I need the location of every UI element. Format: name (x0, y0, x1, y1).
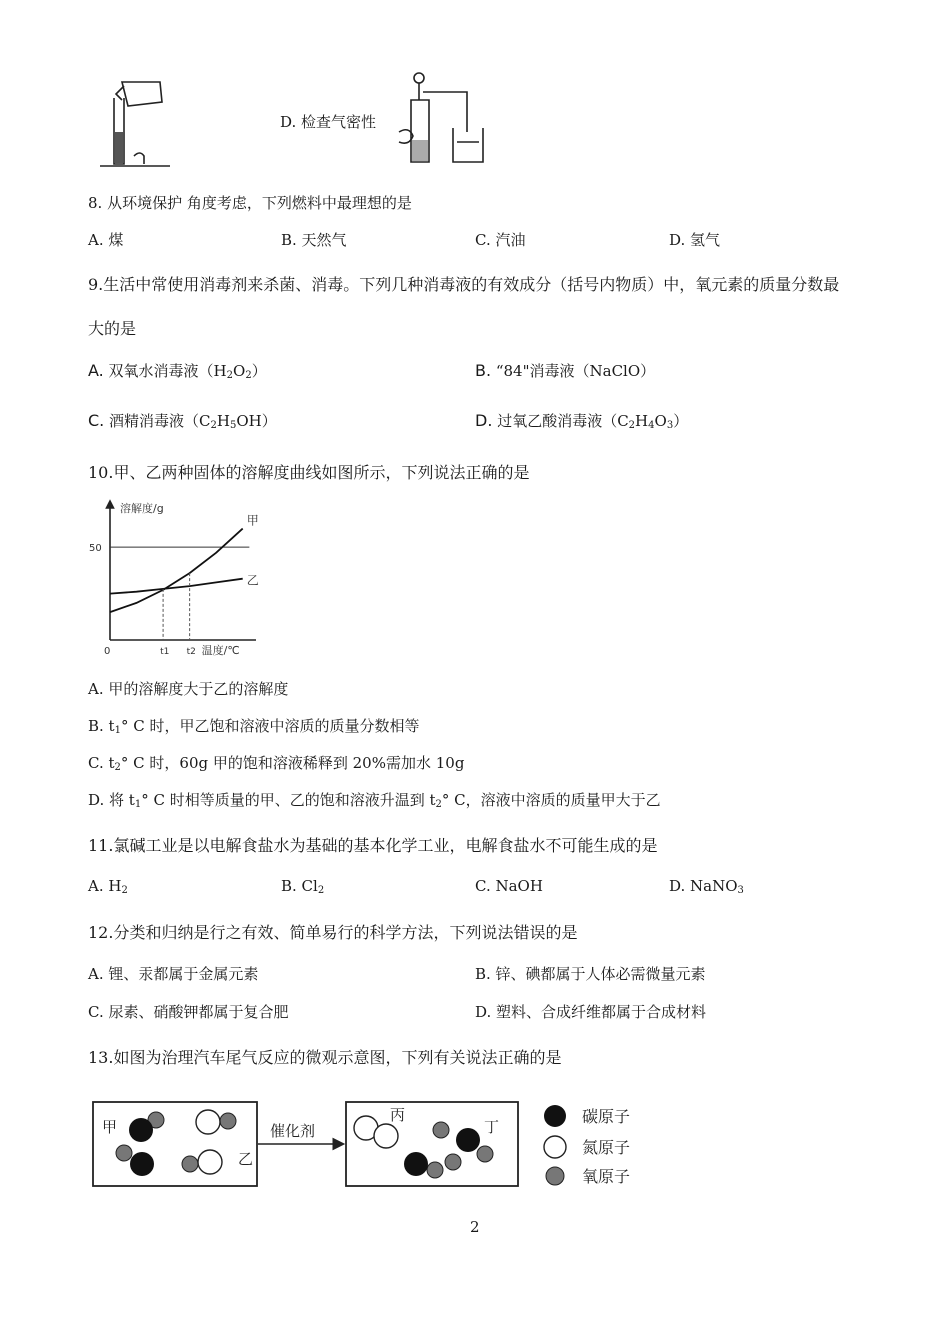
reaction-micro-diagram (90, 1098, 650, 1192)
page-number: 2 (470, 1218, 480, 1236)
q10-c-sub: 2 (114, 762, 121, 773)
series-line-jia (110, 529, 243, 613)
q11-c-pre: C. NaOH (475, 877, 543, 895)
label-ding: 丁 (484, 1118, 500, 1136)
q9-d-mid2: O (654, 412, 667, 430)
q9-stem-line1: 9.生活中常使用消毒剂来杀菌、消毒。下列几种消毒液的有效成分（括号内物质）中，氧元素的质量分数最 (88, 275, 840, 294)
legend-oxygen-label: 氧原子 (582, 1167, 631, 1186)
label-bing: 丙 (390, 1106, 406, 1124)
q8-option-a: A. 煤 (88, 231, 124, 249)
q12-option-d: D. 塑料、合成纤维都属于合成材料 (475, 1003, 707, 1021)
q9-c-sub2: 5 (230, 420, 237, 431)
q9-c-sub1: 2 (210, 420, 217, 431)
q10-option-a: A. 甲的溶解度大于乙的溶解度 (88, 680, 289, 698)
q11-option-d (669, 877, 744, 896)
molecule-co-2 (116, 1145, 154, 1176)
q9-option-a-text: 双氧水消毒液（H (108, 362, 227, 380)
q11-a-sub: 2 (121, 885, 128, 896)
label-jia: 甲 (102, 1118, 118, 1136)
x-tick-label-t1: t1 (160, 647, 170, 657)
q9-option-b-label: B. (475, 361, 492, 380)
y-axis-label: 溶解度/g (120, 502, 164, 515)
q10-b-post: ° C 时，甲乙饱和溶液中溶质的质量分数相等 (120, 717, 420, 735)
q9-stem-line2: 大的是 (88, 319, 137, 338)
q10-option-d (88, 789, 661, 810)
q10-stem: 10.甲、乙两种固体的溶解度曲线如图所示，下列说法正确的是 (88, 463, 530, 482)
q9-option-c (88, 410, 277, 431)
q12-option-a: A. 锂、汞都属于金属元素 (88, 965, 259, 983)
q11-d-pre: D. NaNO (669, 877, 738, 895)
molecule-co-1 (129, 1112, 164, 1142)
q10-b-sub: 1 (114, 725, 121, 736)
q9-option-d-text: 过氧乙酸消毒液（C (497, 412, 629, 430)
q11-d-sub: 3 (737, 885, 744, 896)
q10-option-b (88, 715, 419, 736)
q9-a-sub2: 2 (245, 370, 252, 381)
q9-d-sub2: 4 (648, 420, 655, 431)
q11-option-c (475, 877, 543, 895)
solubility-curve-chart (86, 494, 266, 660)
q10-d-mid: ° C 时相等质量的甲、乙的饱和溶液升温到 t (141, 791, 436, 809)
q10-d-sub2: 2 (435, 799, 442, 810)
legend-carbon-label: 碳原子 (582, 1107, 631, 1126)
x-axis-label: 温度/℃ (201, 644, 240, 657)
q11-b-pre: B. Cl (281, 877, 318, 895)
q9-a-sub1: 2 (226, 370, 233, 381)
q11-option-a (88, 877, 128, 896)
pouring-apparatus-figure (94, 72, 174, 172)
legend-nitrogen-label: 氮原子 (582, 1138, 631, 1157)
legend-oxygen (546, 1167, 630, 1186)
q9-option-d-label: D. (475, 411, 493, 430)
q10-d-sub1: 1 (134, 799, 142, 810)
legend-carbon (544, 1105, 630, 1127)
molecule-no-2 (182, 1150, 222, 1174)
q10-b-pre: B. t (88, 717, 115, 735)
q11-stem: 11.氯碱工业是以电解食盐水为基础的基本化学工业，电解食盐水不可能生成的是 (88, 836, 658, 855)
q10-d-post: ° C，溶液中溶质的质量甲大于乙 (441, 791, 661, 809)
q10-d-pre: D. 将 t (88, 791, 135, 809)
q9-option-a (88, 360, 267, 381)
origin-label: 0 (104, 646, 111, 657)
q12-stem: 12.分类和归纳是行之有效、简单易行的科学方法，下列说法错误的是 (88, 923, 578, 942)
q12-option-c: C. 尿素、硝酸钾都属于复合肥 (88, 1003, 289, 1021)
molecule-co2-1 (404, 1152, 461, 1178)
q9-a-mid1: O (233, 362, 246, 380)
q11-option-b (281, 877, 324, 896)
q9-a-end: ） (251, 362, 267, 380)
q9-d-mid1: H (635, 412, 649, 430)
series-label-jia: 甲 (246, 513, 259, 528)
q10-c-post: ° C 时，60g 甲的饱和溶液稀释到 20%需加水 10g (120, 754, 465, 772)
label-yi: 乙 (238, 1150, 254, 1168)
airtightness-apparatus-figure (395, 70, 495, 170)
q9-option-d (475, 410, 688, 431)
q9-option-c-text: 酒精消毒液（C (109, 412, 211, 430)
q11-a-pre: A. H (88, 877, 122, 895)
q9-option-b (475, 360, 655, 381)
q9-option-a-label: A. (88, 361, 104, 380)
legend-nitrogen (544, 1136, 630, 1158)
molecule-no-1 (196, 1110, 236, 1134)
q9-c-end: OH） (236, 412, 277, 430)
series-label-yi: 乙 (246, 573, 259, 588)
q9-option-b-text: “84"消毒液（NaClO） (495, 362, 656, 380)
q8-option-c: C. 汽油 (475, 231, 526, 249)
q8-option-b: B. 天然气 (281, 231, 347, 249)
x-tick-label-t2: t2 (186, 647, 196, 657)
q9-d-end: ） (673, 412, 689, 430)
y-tick-label-50: 50 (89, 543, 102, 555)
q10-c-pre: C. t (88, 754, 115, 772)
q9-c-mid1: H (216, 412, 230, 430)
q9-d-sub1: 2 (628, 420, 636, 431)
q8-option-d: D. 氢气 (669, 231, 721, 249)
q10-option-c (88, 752, 464, 773)
q12-option-b: B. 锌、碘都属于人体必需微量元素 (475, 965, 706, 983)
q13-stem: 13.如图为治理汽车尾气反应的微观示意图，下列有关说法正确的是 (88, 1048, 562, 1067)
q9-d-sub3: 3 (666, 420, 674, 431)
q8-stem: 8. 从环境保护 角度考虑，下列燃料中最理想的是 (88, 194, 412, 212)
q7-option-d: D. 检查气密性 (280, 113, 377, 131)
q11-b-sub: 2 (317, 885, 325, 896)
catalyst-label: 催化剂 (270, 1122, 316, 1140)
q9-option-c-label: C. (88, 411, 105, 430)
